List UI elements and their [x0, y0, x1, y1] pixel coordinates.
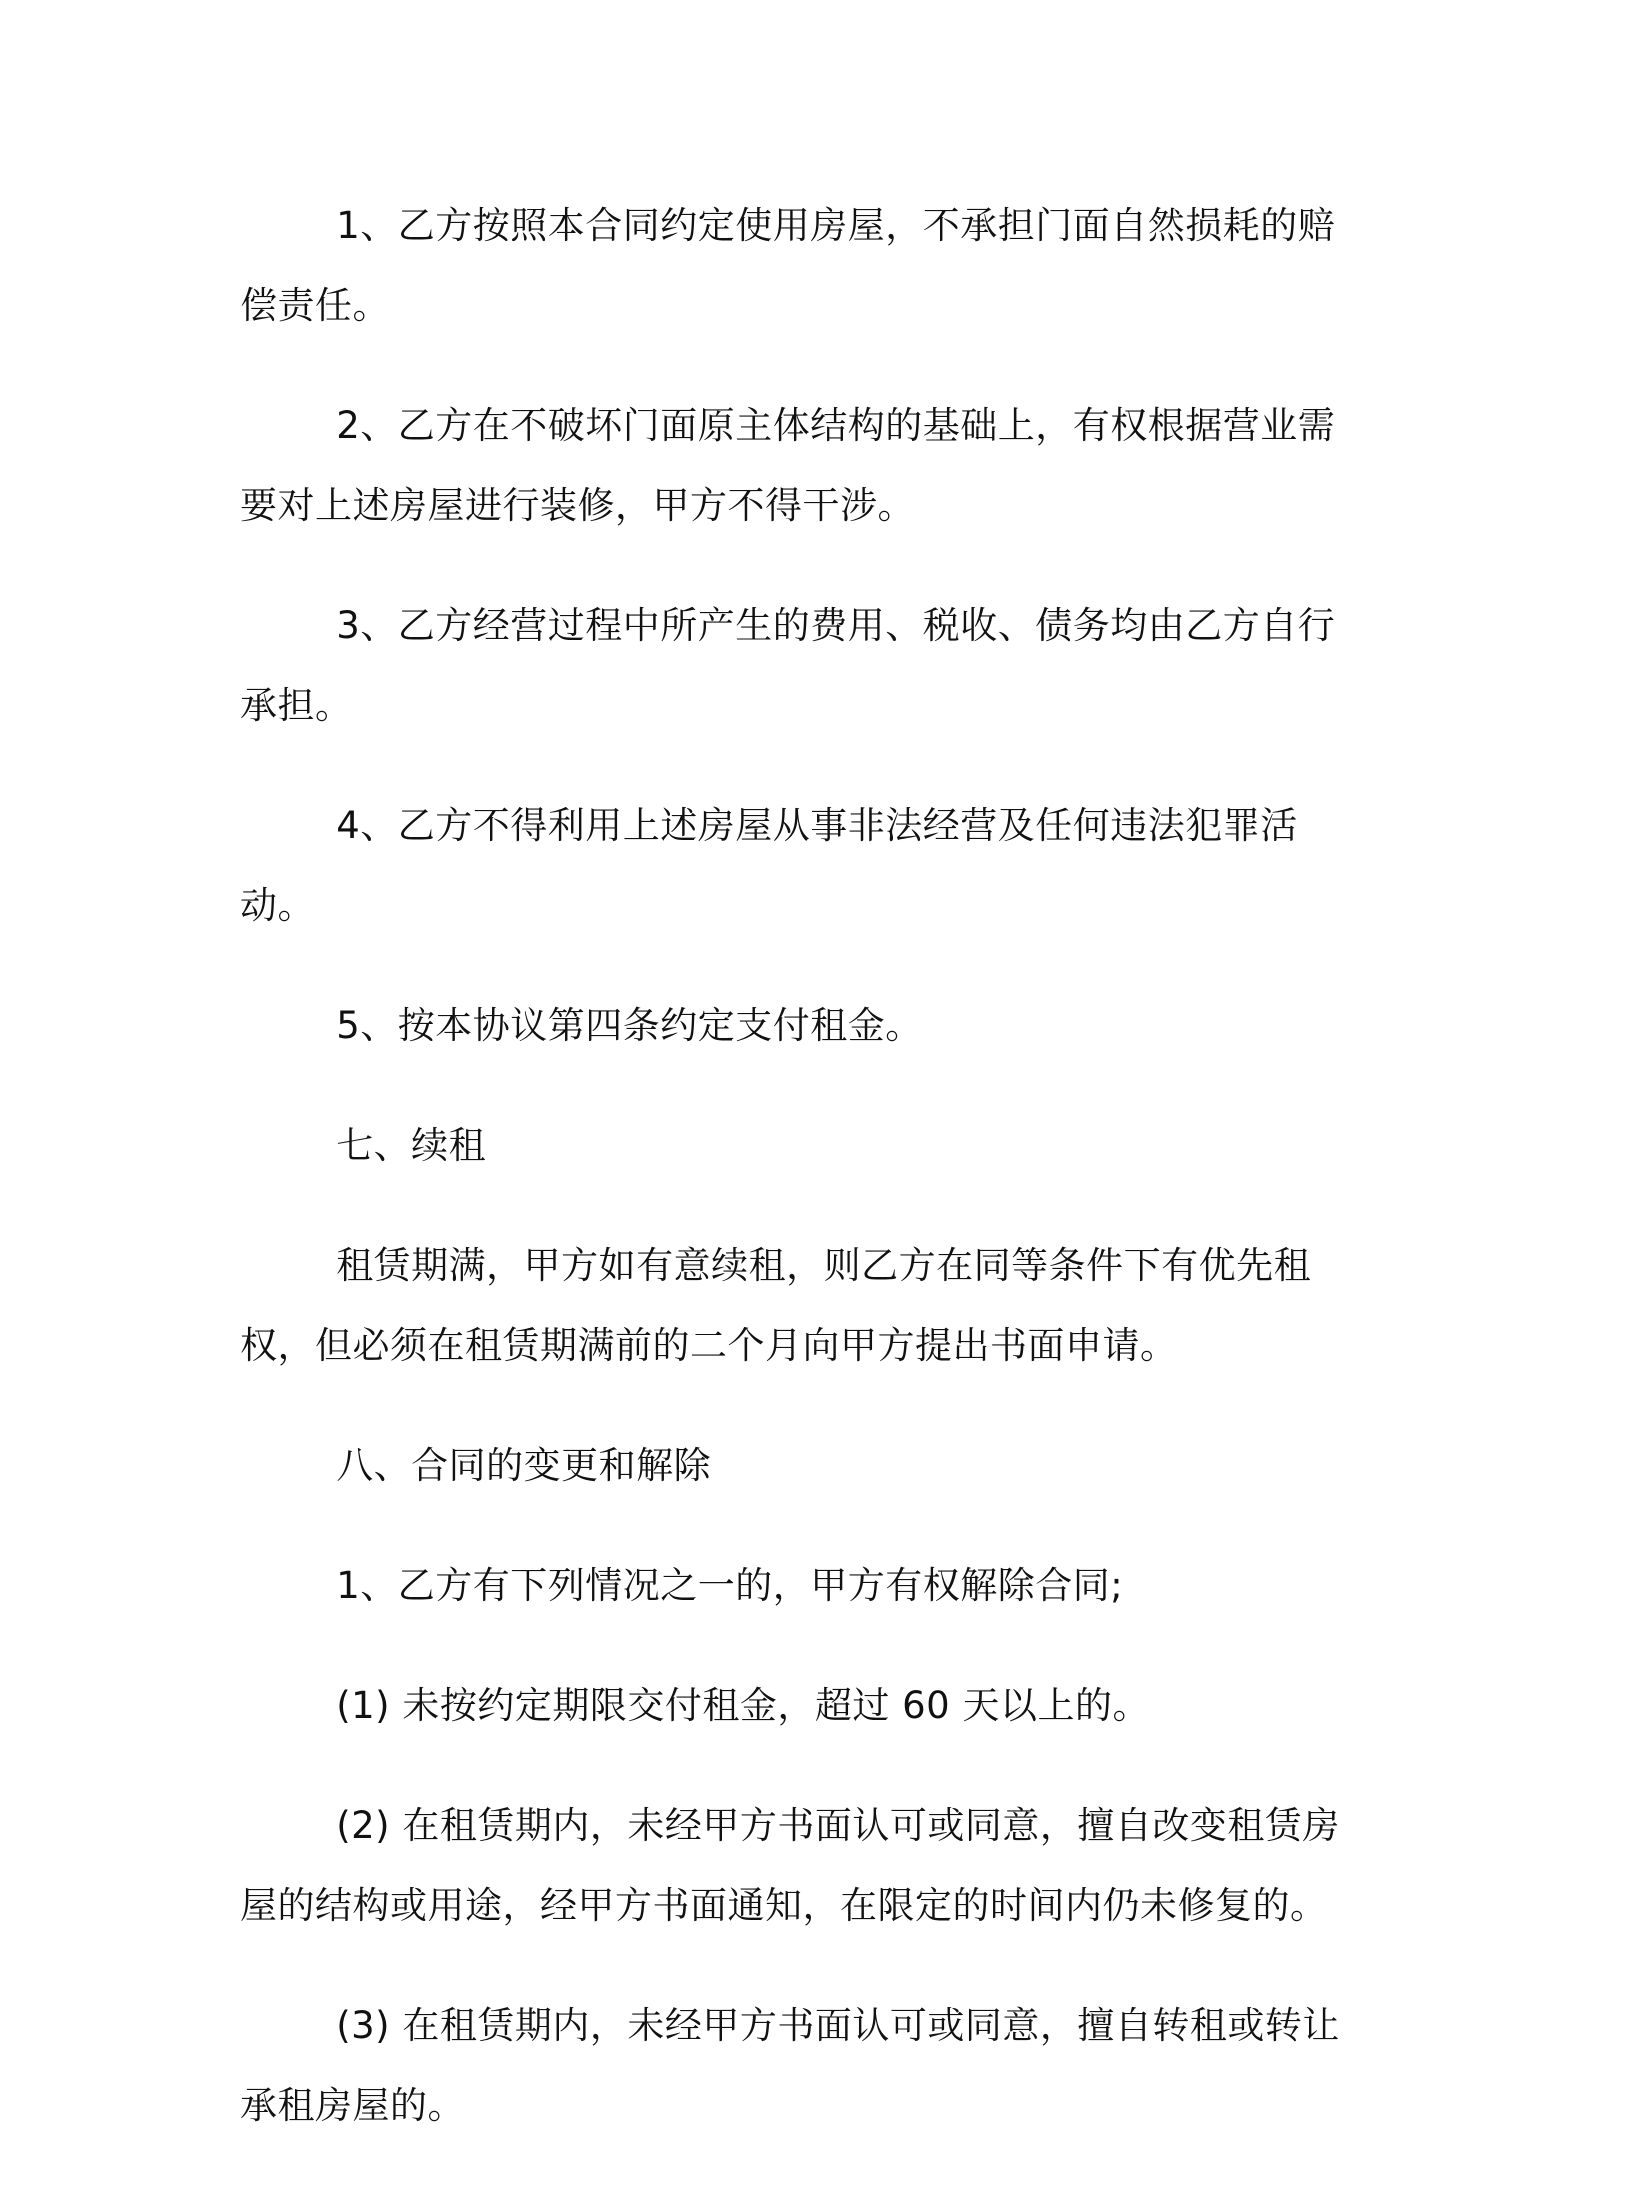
tenant-duty-4: 4、乙方不得利用上述房屋从事非法经营及任何违法犯罪活动。: [240, 804, 1298, 927]
tenant-duty-2: 2、乙方在不破坏门面原主体结构的基础上，有权根据营业需要对上述房屋进行装修，甲方不得干涉。: [240, 404, 1336, 527]
tenant-duty-1: 1、乙方按照本合同约定使用房屋，不承担门面自然损耗的赔偿责任。: [240, 204, 1336, 327]
tenant-duty-3: 3、乙方经营过程中所产生的费用、税收、债务均由乙方自行承担。: [240, 604, 1336, 727]
renewal-paragraph: 租赁期满，甲方如有意续租，则乙方在同等条件下有优先租权，但必须在租赁期满前的二个月向甲方提出书面申请。: [240, 1244, 1312, 1367]
section-heading-renewal: 七、续租: [336, 1124, 487, 1167]
section-heading-change-termination: 八、合同的变更和解除: [336, 1444, 712, 1487]
termination-item-2: (2) 在租赁期内，未经甲方书面认可或同意，擅自改变租赁房屋的结构或用途，经甲方书面通知，在限定的时间内仍未修复的。: [240, 1804, 1340, 1927]
termination-item-3: (3) 在租赁期内，未经甲方书面认可或同意，擅自转租或转让承租房屋的。: [240, 2004, 1340, 2127]
tenant-duty-5: 5、按本协议第四条约定支付租金。: [336, 1004, 923, 1047]
termination-item-1: (1) 未按约定期限交付租金，超过 60 天以上的。: [336, 1684, 1150, 1727]
termination-clause-1: 1、乙方有下列情况之一的，甲方有权解除合同;: [336, 1564, 1124, 1607]
document-body: [240, 186, 1370, 2186]
